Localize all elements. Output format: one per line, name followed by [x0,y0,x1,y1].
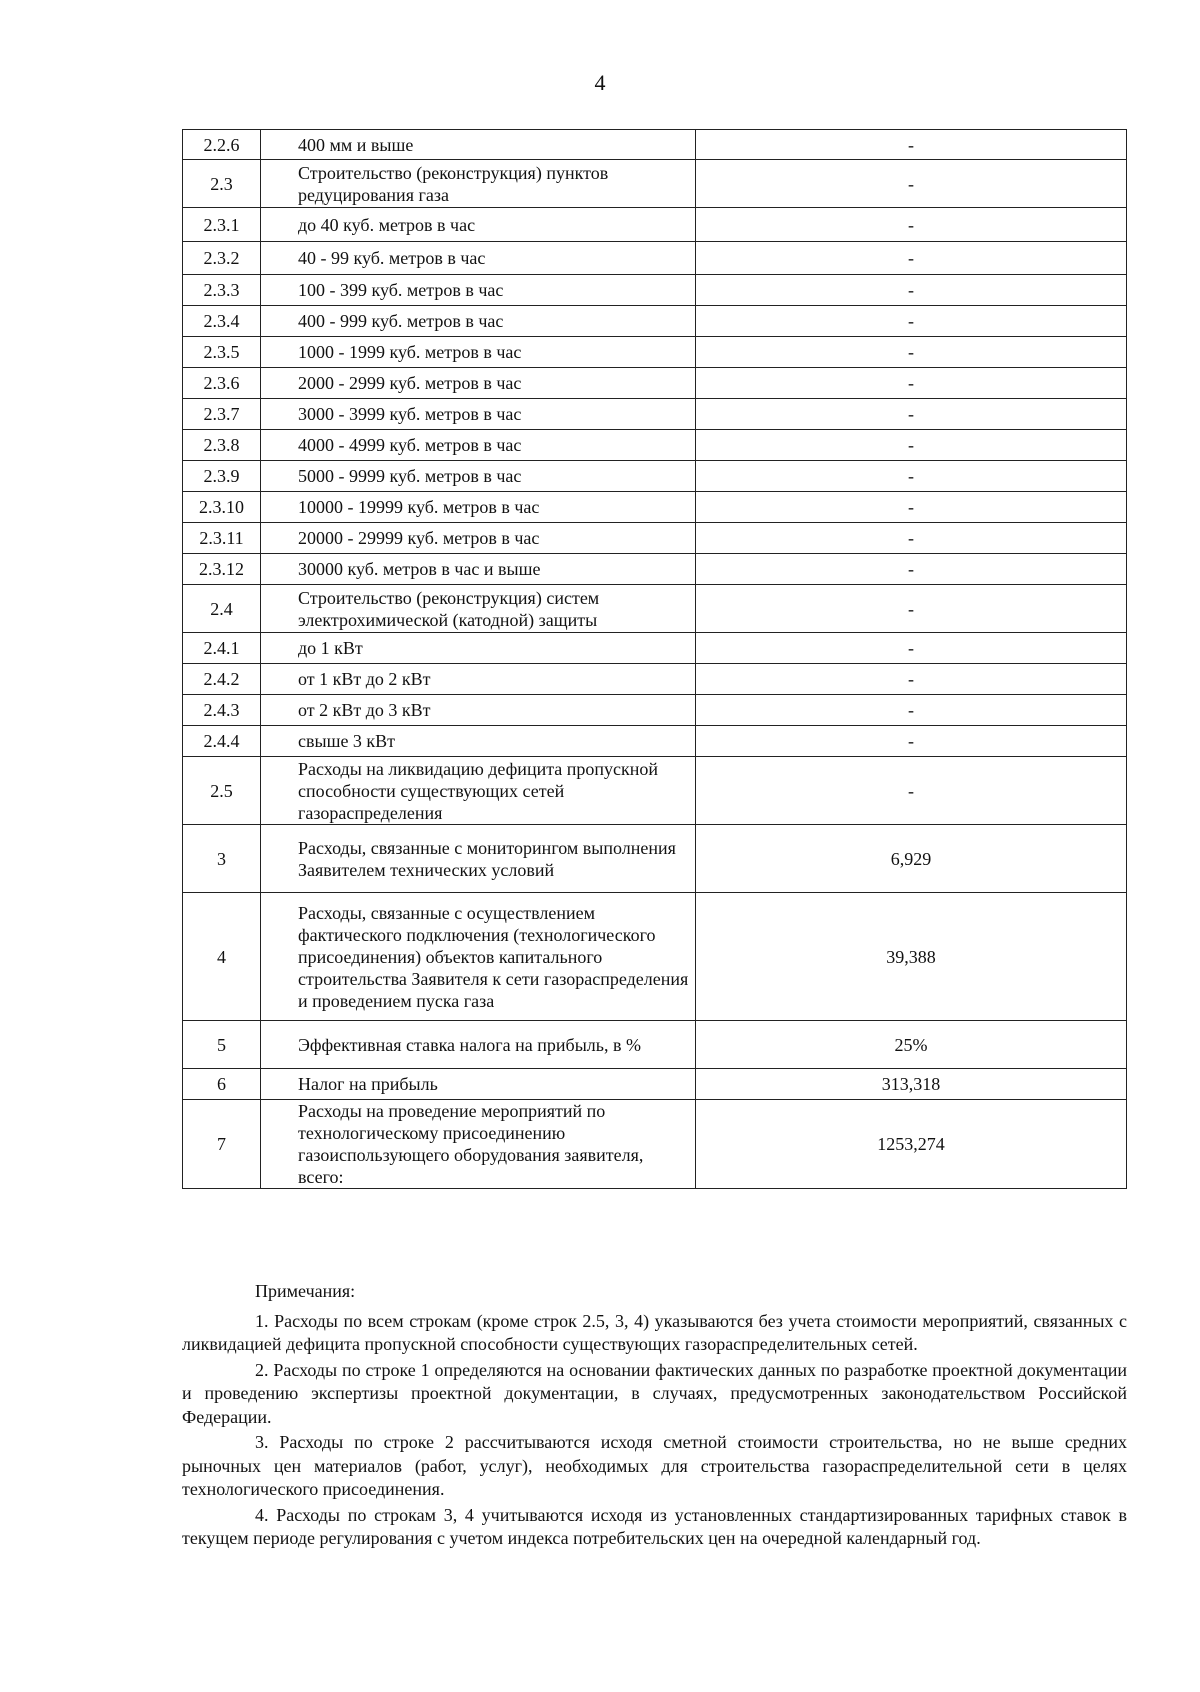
row-value-cell: 25% [696,1021,1127,1069]
row-name-cell: Строительство (реконструкция) пунктов редуцирования газа [261,160,696,208]
row-value-cell: - [696,242,1127,275]
row-number-cell: 2.3.2 [183,242,261,275]
row-number-cell: 2.3.9 [183,461,261,492]
row-value-cell: - [696,523,1127,554]
note-item: 3. Расходы по строке 2 рассчитываются исходя сметной стоимости строительства, но не выше средних рыночных цен материалов (работ, услуг), необходимых для строительства газораспределительной сети в целях технологического присоединения. [182,1432,1127,1499]
table-row [183,825,1127,893]
table-row [183,275,1127,306]
table-row [183,554,1127,585]
row-number-cell: 3 [183,825,261,893]
row-value-cell: 1253,274 [696,1100,1127,1189]
row-name-cell: 40 - 99 куб. метров в час [261,242,696,275]
table-row [183,757,1127,825]
row-number-cell: 2.3.1 [183,208,261,242]
row-value-cell: - [696,492,1127,523]
row-value-cell: - [696,726,1127,757]
row-value-cell: - [696,585,1127,633]
note-item: 2. Расходы по строке 1 определяются на основании фактических данных по разработке проектной документации и проведению экспертизы проектной документации, в случаях, предусмотренных законодательством Российской Федерации. [182,1359,1127,1427]
row-name-cell: Расходы, связанные с осуществлением фактического подключения (технологического присоединения) объектов капитального строительства Заявителя к сети газораспределения и проведением пуска газа [261,893,696,1021]
row-value-cell: - [696,337,1127,368]
row-number-cell: 5 [183,1021,261,1069]
row-name-cell: Строительство (реконструкция) систем электрохимической (катодной) защиты [261,585,696,633]
row-number-cell: 2.3.5 [183,337,261,368]
table-row [183,585,1127,633]
row-number-cell: 6 [183,1069,261,1100]
table-row [183,306,1127,337]
table-row [183,664,1127,695]
row-value-cell: - [696,130,1127,160]
table-row [183,1069,1127,1100]
row-number-cell: 2.4.1 [183,633,261,664]
row-value-cell: - [696,160,1127,208]
row-number-cell: 2.3.4 [183,306,261,337]
row-number-cell: 2.3.10 [183,492,261,523]
row-number-cell: 2.5 [183,757,261,825]
notes-title: Примечания: [255,1281,356,1301]
row-name-cell: свыше 3 кВт [261,726,696,757]
row-value-cell: - [696,399,1127,430]
row-name-cell: 3000 - 3999 куб. метров в час [261,399,696,430]
row-number-cell: 2.3.12 [183,554,261,585]
row-name-cell: Налог на прибыль [261,1069,696,1100]
table-row [183,337,1127,368]
row-value-cell: - [696,695,1127,726]
row-number-cell: 2.3.8 [183,430,261,461]
row-name-cell: 100 - 399 куб. метров в час [261,275,696,306]
table-row [183,492,1127,523]
table-row [183,399,1127,430]
row-value-cell: 313,318 [696,1069,1127,1100]
row-name-cell: 2000 - 2999 куб. метров в час [261,368,696,399]
table-row [183,695,1127,726]
row-value-cell: - [696,757,1127,825]
row-value-cell: - [696,461,1127,492]
row-number-cell: 2.3.7 [183,399,261,430]
row-number-cell: 2.4.4 [183,726,261,757]
row-value-cell: 6,929 [696,825,1127,893]
notes-section [182,1280,1127,1553]
row-name-cell: 30000 куб. метров в час и выше [261,554,696,585]
row-number-cell: 2.4.3 [183,695,261,726]
row-value-cell: - [696,275,1127,306]
table-row [183,242,1127,275]
table-row [183,461,1127,492]
table-row [183,130,1127,160]
row-name-cell: Эффективная ставка налога на прибыль, в % [261,1021,696,1069]
row-value-cell: - [696,430,1127,461]
row-number-cell: 2.4 [183,585,261,633]
row-name-cell: от 1 кВт до 2 кВт [261,664,696,695]
row-value-cell: - [696,208,1127,242]
row-value-cell: 39,388 [696,893,1127,1021]
table-row [183,368,1127,399]
cost-table-body [183,130,1127,1189]
row-value-cell: - [696,633,1127,664]
row-name-cell: до 1 кВт [261,633,696,664]
table-row [183,160,1127,208]
row-name-cell: 400 мм и выше [261,130,696,160]
row-value-cell: - [696,554,1127,585]
row-name-cell: 10000 - 19999 куб. метров в час [261,492,696,523]
table-row [183,430,1127,461]
row-name-cell: 400 - 999 куб. метров в час [261,306,696,337]
row-value-cell: - [696,306,1127,337]
row-value-cell: - [696,368,1127,399]
table-row [183,208,1127,242]
row-name-cell: 20000 - 29999 куб. метров в час [261,523,696,554]
row-number-cell: 2.3.11 [183,523,261,554]
row-number-cell: 2.4.2 [183,664,261,695]
row-name-cell: Расходы, связанные с мониторингом выполнения Заявителем технических условий [261,825,696,893]
row-name-cell: 5000 - 9999 куб. метров в час [261,461,696,492]
note-item: 4. Расходы по строкам 3, 4 учитываются исходя из установленных стандартизированных тарифных ставок в текущем периоде регулирования с учетом индекса потребительских цен на очередной календарный год. [182,1504,1127,1548]
row-number-cell: 2.3.3 [183,275,261,306]
table-row [183,1100,1127,1189]
note-item: 1. Расходы по всем строкам (кроме строк 2.5, 3, 4) указываются без учета стоимости мероприятий, связанных с ликвидацией дефицита пропускной способности существующих газораспределительных сетей. [182,1310,1127,1354]
row-number-cell: 2.3 [183,160,261,208]
row-name-cell: до 40 куб. метров в час [261,208,696,242]
row-name-cell: Расходы на проведение мероприятий по технологическому присоединению газоиспользующего оборудования заявителя, всего: [261,1100,696,1189]
table-row [183,633,1127,664]
cost-table [182,129,1127,1189]
row-number-cell: 7 [183,1100,261,1189]
row-name-cell: 4000 - 4999 куб. метров в час [261,430,696,461]
row-name-cell: Расходы на ликвидацию дефицита пропускной способности существующих сетей газораспределения [261,757,696,825]
row-value-cell: - [696,664,1127,695]
row-number-cell: 2.3.6 [183,368,261,399]
table-row [183,523,1127,554]
table-row [183,1021,1127,1069]
table-row [183,893,1127,1021]
table-row [183,726,1127,757]
page-number: 4 [594,70,606,95]
row-name-cell: от 2 кВт до 3 кВт [261,695,696,726]
row-number-cell: 2.2.6 [183,130,261,160]
row-number-cell: 4 [183,893,261,1021]
row-name-cell: 1000 - 1999 куб. метров в час [261,337,696,368]
